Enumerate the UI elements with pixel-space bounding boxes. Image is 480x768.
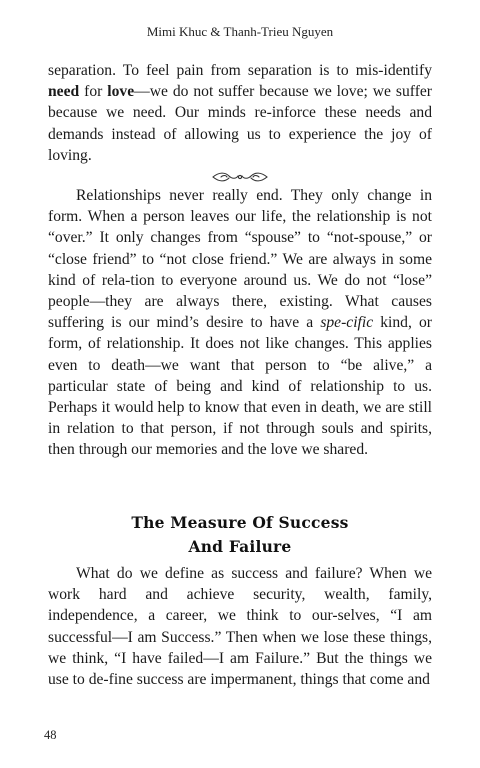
section-ornament	[0, 171, 480, 183]
running-head: Mimi Khuc & Thanh-Trieu Nguyen	[146, 24, 334, 39]
bold-word-love: love	[107, 83, 135, 101]
paragraph-2-text-a: Relationships never really end. They only change in form. When a person leaves our life, the relationship is not “over.” It only changes from “spouse” to “not-spouse,” or “close friend” to “not close friend.” We are always in some kind of rela-tion to everyone around us. We do not “lose” people—they are always there, existing. What causes suffering is our mind’s desire to have a	[48, 187, 432, 332]
paragraph-3	[48, 563, 432, 690]
paragraph-1	[48, 60, 432, 166]
page-number: 48	[44, 728, 57, 742]
paragraph-2-text-b: kind, or form, of relationship. It does not like changes. This applies even to death—we want that person to “be alive,” a particular state of being and kind of relationship to us. Perhaps it would help to know that even in death, we are still in relation to that person, if not through souls and spirits, then through our memories and the love we shared.	[48, 314, 432, 459]
scroll-flourish-icon	[211, 171, 269, 183]
paragraph-1-text-c: —we do not suffer because we love; we suffer because we need. Our minds re-inforce these needs and demands instead of allowing us to experience the joy of loving.	[48, 83, 433, 164]
paragraph-3-text: What do we define as success and failure? When we work hard and achieve security, wealth, family, independence, a career, we think to our-selves, “I am successful—I am Success.” Then when we lose these things, we think, “I have failed—I am Failure.” But the things we use to de-fine success are impermanent, things that come and	[48, 565, 432, 689]
section-title-line-2: And Failure	[188, 537, 292, 556]
bold-word-need: need	[48, 83, 80, 101]
section-title-line-1: The Measure Of Success	[131, 513, 349, 532]
paragraph-2	[48, 185, 432, 461]
paragraph-1-text-b: for	[79, 83, 108, 101]
paragraph-1-text-a: separation. To feel pain from separation is to mis-identify	[48, 62, 432, 79]
italic-word-specific: spe-cific	[320, 314, 374, 332]
